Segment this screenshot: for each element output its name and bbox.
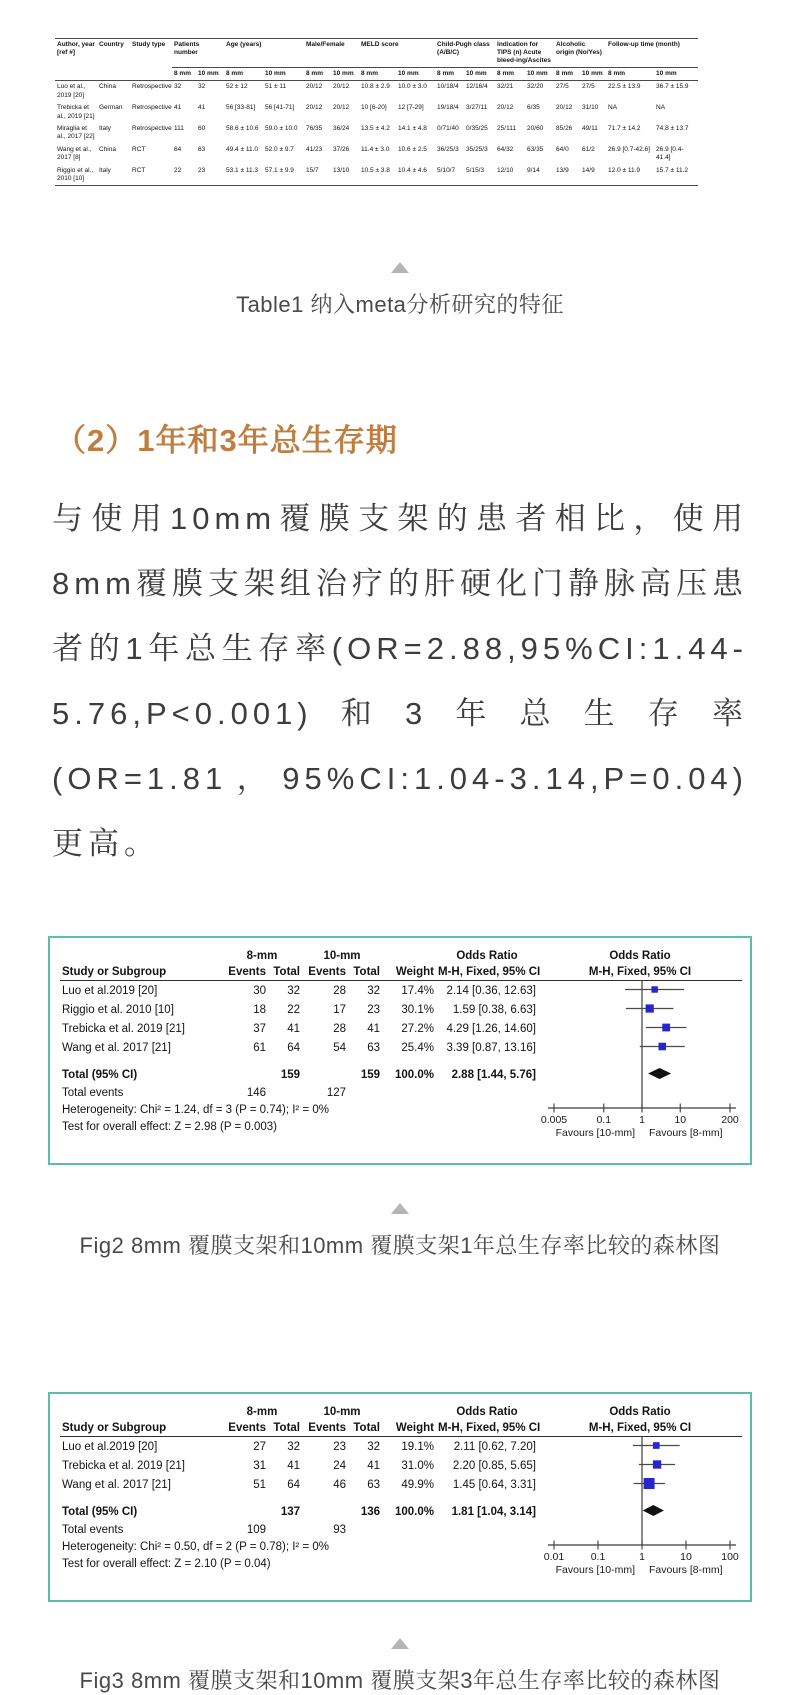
- or-ci-text: 2.20 [0.85, 5.65]: [452, 1459, 536, 1472]
- table1-cell: 19/18/4: [437, 104, 459, 112]
- table1-cell: Retrospective: [132, 125, 172, 132]
- table1-subheader: 8 mm: [304, 68, 331, 80]
- study-label: Luo et al.2019 [20]: [62, 984, 158, 997]
- table1-cell: 35/25/3: [466, 145, 488, 153]
- weight: 25.4%: [401, 1041, 434, 1054]
- table1-cell: 36.7 ± 15.9: [656, 83, 689, 91]
- table1-cell: Miraglia et al., 2017 [22]: [57, 125, 95, 141]
- forest-header-columns: [60, 963, 742, 981]
- total-events-10mm: 127: [326, 1086, 346, 1099]
- events-10mm: 46: [333, 1478, 346, 1491]
- table1-cell: 61/2: [582, 145, 595, 153]
- study-col-header: Study or Subgroup: [62, 965, 167, 978]
- total-label: Total (95% CI): [62, 1068, 138, 1081]
- events-10mm: 17: [333, 1003, 346, 1016]
- table1-cell: RCT: [132, 145, 146, 153]
- axis-label: 0.005: [540, 1114, 568, 1126]
- weight: 27.2%: [401, 1022, 434, 1035]
- table1-cell: 63: [198, 145, 206, 153]
- total-10mm: 136: [360, 1505, 380, 1518]
- forest-plot-graph: [538, 1436, 742, 1587]
- axis-label: 10: [674, 1114, 687, 1126]
- table1-cell: 71.7 ± 14.2: [608, 125, 641, 132]
- table1-cell: 10.5 ± 3.8: [361, 166, 390, 174]
- table1-cell: 20/12: [306, 83, 323, 91]
- total-8mm: 64: [287, 1478, 300, 1491]
- events-10mm: 28: [333, 1022, 346, 1035]
- table1-cell: 32: [198, 83, 206, 91]
- table1-cell: 15/7: [306, 166, 319, 174]
- table1-cell: Trebicka et al., 2019 [21]: [57, 104, 95, 120]
- fig2-caption-block: [0, 1203, 800, 1260]
- table1-cell: 57.1 ± 9.9: [265, 166, 294, 174]
- table1-cell: 64/32: [497, 145, 514, 153]
- fig2-forest-plot: [48, 936, 752, 1165]
- table1-subheader: 8 mm: [224, 68, 263, 80]
- table1-cell: 36/25/3: [437, 145, 459, 153]
- table1-cell: 64: [174, 145, 182, 153]
- body-paragraph: 与使用10mm覆膜支架的患者相比，使用8mm覆膜支架组治疗的肝硬化门静脉高压患者的1年总生存率(OR=2.88,95%CI:1.44-5.76,P<0.001)和3年总生存率(OR=1.81，95%CI:1.04-3.14,P=0.04)更高。: [52, 501, 748, 861]
- table1-col-header: Patients number: [172, 39, 224, 68]
- table1-cell: 27/5: [556, 83, 569, 91]
- study-point-estimate: [646, 1004, 654, 1012]
- total-10mm: 63: [367, 1478, 380, 1491]
- odds-ratio-plot-header: Odds Ratio: [609, 949, 671, 962]
- events-10mm: 54: [333, 1041, 346, 1054]
- table1-cell: 26.9 [0.7-42.6]: [608, 145, 650, 153]
- table1-cell: 15.7 ± 11.2: [656, 166, 689, 174]
- table1-cell: 9/14: [527, 166, 540, 174]
- total-events-label: Total events: [62, 1523, 124, 1536]
- axis-label: 0.1: [596, 1114, 612, 1126]
- axis-label: Favours [10-mm]: [555, 1564, 635, 1576]
- group-8mm-header: 8-mm: [246, 1405, 278, 1418]
- odds-ratio-plot-header: Odds Ratio: [609, 1405, 671, 1418]
- table1-cell: China: [99, 145, 116, 153]
- total-8mm: 137: [280, 1505, 300, 1518]
- total-col-header: Total: [353, 1421, 380, 1434]
- table1-col-header: Male/Female: [304, 39, 359, 68]
- events-10mm: 23: [333, 1440, 346, 1453]
- table1-cell: 31/10: [582, 104, 599, 112]
- table1-cell: 3/27/11: [466, 104, 488, 112]
- table1-cell: 63/35: [527, 145, 544, 153]
- heterogeneity-text: Heterogeneity: Chi² = 1.24, df = 3 (P = 0.74); I² = 0%: [62, 1103, 329, 1116]
- axis-label: 0.1: [590, 1551, 606, 1563]
- total-events-10mm: 93: [333, 1523, 346, 1536]
- fig3-caption: Fig3 8mm 覆膜支架和10mm 覆膜支架3年总生存率比较的森林图: [79, 1668, 721, 1693]
- weight: 17.4%: [401, 984, 434, 997]
- table1-cell: NA: [608, 104, 618, 112]
- table1-cell: 36/24: [333, 125, 350, 132]
- table1-cell: 52 ± 12: [226, 83, 248, 91]
- table1-row: [55, 102, 698, 123]
- study-label: Wang et al. 2017 [21]: [62, 1478, 171, 1491]
- total-8mm: 32: [287, 984, 300, 997]
- or-ci-text: 3.39 [0.87, 13.16]: [446, 1041, 536, 1054]
- method-plot-header: M-H, Fixed, 95% CI: [588, 965, 692, 978]
- table1-subheader: 10 mm: [654, 68, 698, 80]
- table1-cell: 41: [174, 104, 182, 112]
- study-point-estimate: [644, 1478, 655, 1489]
- table1-cell: 37/26: [333, 145, 350, 153]
- events-8mm: 61: [253, 1041, 266, 1054]
- table1-cell: Wang et al., 2017 [8]: [57, 145, 92, 162]
- table1-cell: Retrospective: [132, 104, 172, 112]
- weight: 19.1%: [401, 1440, 434, 1453]
- table1-subheader: 8 mm: [606, 68, 654, 80]
- table1-cell: 76/35: [306, 125, 323, 132]
- total-10mm: 41: [367, 1022, 380, 1035]
- method-header: M-H, Fixed, 95% CI: [438, 965, 541, 978]
- table1-cell: 64/0: [556, 145, 569, 153]
- table1-cell: Retrospective: [132, 83, 172, 91]
- total-8mm: 41: [287, 1022, 300, 1035]
- table1-col-header: Child-Pugh class (A/B/C): [435, 39, 495, 68]
- triangle-up-icon: [391, 262, 409, 273]
- table1-cell: 20/12: [306, 104, 323, 112]
- table1-cell: 13/9: [556, 166, 569, 174]
- study-point-estimate: [653, 1442, 660, 1449]
- fig3-caption-block: [0, 1638, 800, 1695]
- total-col-header: Total: [273, 1421, 300, 1434]
- total-8mm: 22: [287, 1003, 300, 1016]
- table1-subheader: 8 mm: [172, 68, 196, 80]
- table1-cell: 111: [174, 125, 184, 132]
- table1-cell: 26.9 [0.4-41.4]: [656, 145, 684, 162]
- table1-cell: 12/16/4: [466, 83, 488, 91]
- overall-effect-text: Test for overall effect: Z = 2.98 (P = 0.003): [62, 1120, 277, 1133]
- table1-cell: 14.1 ± 4.8: [398, 125, 427, 132]
- axis-label: Favours [8-mm]: [649, 1127, 723, 1139]
- table1-cell: 22.5 ± 13.9: [608, 83, 641, 91]
- table1-cell: China: [99, 83, 116, 91]
- total-10mm: 32: [367, 984, 380, 997]
- table1-cell: 56 [33-81]: [226, 104, 256, 112]
- total-col-header: Total: [273, 965, 300, 978]
- table1-col-header: Study type: [130, 39, 172, 81]
- axis-label: 100: [721, 1551, 739, 1563]
- weight: 31.0%: [401, 1459, 434, 1472]
- table1-subheader: 10 mm: [263, 68, 304, 80]
- events-col-header: Events: [308, 965, 346, 978]
- table1-cell: German: [99, 104, 123, 112]
- table1-cell: 10/18/4: [437, 83, 459, 91]
- table1-cell: 10.4 ± 4.6: [398, 166, 427, 174]
- table1-cell: Luo et al., 2019 [20]: [57, 83, 86, 99]
- table1-cell: 12.0 ± 11.9: [608, 166, 641, 174]
- total-weight: 100.0%: [394, 1068, 434, 1081]
- table1-cell: 0/35/25: [466, 125, 488, 132]
- weight-col-header: Weight: [395, 965, 434, 978]
- events-8mm: 18: [253, 1003, 266, 1016]
- or-ci-text: 2.11 [0.62, 7.20]: [453, 1440, 536, 1453]
- table1-cell: 5/15/3: [466, 166, 485, 174]
- events-col-header: Events: [228, 965, 266, 978]
- table1-cell: 85/26: [556, 125, 573, 132]
- table1-subheader: 10 mm: [396, 68, 435, 80]
- study-label: Riggio et al. 2010 [10]: [62, 1003, 174, 1016]
- odds-ratio-header: Odds Ratio: [456, 1405, 518, 1418]
- table1-col-header: Alcoholic origin (No/Yes): [554, 39, 606, 68]
- table1-subheader: 10 mm: [331, 68, 359, 80]
- forest-header-groups: [60, 1404, 742, 1419]
- total-label: Total (95% CI): [62, 1505, 138, 1518]
- study-point-estimate: [662, 1024, 670, 1032]
- total-weight: 100.0%: [394, 1505, 434, 1518]
- table1-cell: 10.6 ± 2.5: [398, 145, 427, 153]
- table1-cell: 0/71/40: [437, 125, 459, 132]
- forest-header-groups: [60, 948, 742, 963]
- method-header: M-H, Fixed, 95% CI: [438, 1421, 541, 1434]
- table1-cell: 10 [6-20]: [361, 104, 387, 112]
- table1-cell: 32: [174, 83, 182, 91]
- table1-subheader: 10 mm: [464, 68, 495, 80]
- table1-cell: 12 [7-29]: [398, 104, 424, 112]
- study-label: Trebicka et al. 2019 [21]: [62, 1022, 185, 1035]
- events-8mm: 27: [253, 1440, 266, 1453]
- total-10mm: 32: [367, 1440, 380, 1453]
- table1-cell: 20/12: [556, 104, 573, 112]
- study-label: Luo et al.2019 [20]: [62, 1440, 158, 1453]
- table1-cell: 5/10/7: [437, 166, 456, 174]
- table1-cell: 52.0 ± 9.7: [265, 145, 294, 153]
- total-diamond: [648, 1068, 671, 1079]
- table1-cell: 12/10: [497, 166, 514, 174]
- table1-cell: 53.1 ± 11.3: [226, 166, 258, 174]
- table1-cell: 25/111: [497, 125, 516, 132]
- total-events-label: Total events: [62, 1086, 124, 1099]
- fig2-caption: Fig2 8mm 覆膜支架和10mm 覆膜支架1年总生存率比较的森林图: [79, 1233, 721, 1258]
- total-events-8mm: 109: [246, 1523, 266, 1536]
- weight: 49.9%: [401, 1478, 434, 1491]
- table1-subheader: 8 mm: [359, 68, 396, 80]
- total-col-header: Total: [353, 965, 380, 978]
- events-col-header: Events: [308, 1421, 346, 1434]
- weight: 30.1%: [401, 1003, 434, 1016]
- table1-caption-block: [0, 262, 800, 319]
- table1-cell: 49/11: [582, 125, 598, 132]
- table1-row: [55, 123, 698, 144]
- group-10mm-header: 10-mm: [323, 949, 361, 962]
- study-point-estimate: [653, 1460, 661, 1468]
- weight-col-header: Weight: [395, 1421, 434, 1434]
- table1-cell: 20/12: [333, 104, 350, 112]
- table1-cell: Riggio et al., 2010 [10]: [57, 166, 94, 183]
- events-8mm: 31: [253, 1459, 266, 1472]
- study-point-estimate: [651, 986, 657, 992]
- total-8mm: 64: [287, 1041, 300, 1054]
- table1-cell: 14/9: [582, 166, 595, 174]
- events-10mm: 28: [333, 984, 346, 997]
- forest-plot-graph: [538, 980, 742, 1150]
- table1-subheader: 8 mm: [554, 68, 580, 80]
- study-label: Wang et al. 2017 [21]: [62, 1041, 171, 1054]
- triangle-up-icon: [391, 1203, 409, 1214]
- heterogeneity-text: Heterogeneity: Chi² = 0.50, df = 2 (P = 0.78); I² = 0%: [62, 1540, 329, 1553]
- axis-label: Favours [10-mm]: [555, 1127, 635, 1139]
- axis-label: 0.01: [543, 1551, 565, 1563]
- table1-cell: 10.8 ± 2.9: [361, 83, 390, 91]
- triangle-up-icon: [391, 1638, 409, 1649]
- total-or-ci-text: 1.81 [1.04, 3.14]: [451, 1505, 536, 1518]
- total-8mm: 32: [287, 1440, 300, 1453]
- total-8mm: 41: [287, 1459, 300, 1472]
- total-or-ci-text: 2.88 [1.44, 5.76]: [451, 1068, 536, 1081]
- study-characteristics-table: [55, 38, 698, 186]
- total-10mm: 159: [360, 1068, 380, 1081]
- total-10mm: 23: [367, 1003, 380, 1016]
- table1-cell: 20/12: [333, 83, 350, 91]
- axis-label: Favours [8-mm]: [649, 1564, 723, 1576]
- total-10mm: 63: [367, 1041, 380, 1054]
- table1-col-header: MELD score: [359, 39, 435, 68]
- group-8mm-header: 8-mm: [246, 949, 278, 962]
- table1-cell: 56 [41-71]: [265, 104, 295, 112]
- study-label: Trebicka et al. 2019 [21]: [62, 1459, 185, 1472]
- axis-label: 1: [639, 1114, 645, 1126]
- table1-col-header: Indication for TIPS (n) Acute bleed-ing/Ascites: [495, 39, 554, 68]
- table1-cell: 13.5 ± 4.2: [361, 125, 390, 132]
- study-point-estimate: [658, 1043, 666, 1051]
- table1-cell: Italy: [99, 125, 111, 132]
- table1-cell: 23: [198, 166, 206, 174]
- events-10mm: 24: [333, 1459, 346, 1472]
- total-10mm: 41: [367, 1459, 380, 1472]
- table1-subheader: 10 mm: [525, 68, 554, 80]
- table1-subheader: 8 mm: [495, 68, 525, 80]
- table1-cell: 60: [198, 125, 206, 132]
- table1-col-header: Country: [97, 39, 130, 81]
- table1-cell: 11.4 ± 3.0: [361, 145, 390, 153]
- table1-subheader: 10 mm: [196, 68, 224, 80]
- table1-cell: 49.4 ± 11.0: [226, 145, 258, 153]
- table1-cell: 6/35: [527, 104, 540, 112]
- section-heading: （2）1年和3年总生存期: [55, 423, 398, 458]
- table1-cell: 27/5: [582, 83, 595, 91]
- events-8mm: 30: [253, 984, 266, 997]
- study-col-header: Study or Subgroup: [62, 1421, 167, 1434]
- table1-cell: 41: [198, 104, 206, 112]
- table1-cell: 10.0 ± 3.0: [398, 83, 427, 91]
- table1-subheader: 8 mm: [435, 68, 464, 80]
- overall-effect-text: Test for overall effect: Z = 2.10 (P = 0.04): [62, 1557, 271, 1570]
- table1-cell: 32/21: [497, 83, 514, 91]
- table1-cell: RCT: [132, 166, 146, 174]
- table1-row: [55, 164, 698, 185]
- table1-col-header: Age (years): [224, 39, 304, 68]
- table1-cell: 20/60: [527, 125, 544, 132]
- fig3-forest-plot: [48, 1392, 752, 1602]
- table1-row: [55, 143, 698, 164]
- axis-label: 10: [680, 1551, 692, 1563]
- table1-cell: 20/12: [497, 104, 514, 112]
- table1-subheader: 10 mm: [580, 68, 606, 80]
- or-ci-text: 2.14 [0.36, 12.63]: [446, 984, 536, 997]
- table1-cell: 41/23: [306, 145, 323, 153]
- events-8mm: 51: [253, 1478, 266, 1491]
- table1-cell: 59.0 ± 10.0: [265, 125, 298, 132]
- events-8mm: 37: [253, 1022, 266, 1035]
- table1-cell: 74.8 ± 13.7: [656, 125, 689, 132]
- axis-label: 200: [721, 1114, 739, 1126]
- table1-cell: 32/20: [527, 83, 544, 91]
- method-plot-header: M-H, Fixed, 95% CI: [588, 1421, 692, 1434]
- forest-header-columns: [60, 1419, 742, 1437]
- table1-caption: Table1 纳入meta分析研究的特征: [236, 292, 564, 317]
- or-ci-text: 1.59 [0.38, 6.63]: [452, 1003, 536, 1016]
- odds-ratio-header: Odds Ratio: [456, 949, 518, 962]
- table1-cell: NA: [656, 104, 666, 112]
- total-events-8mm: 146: [246, 1086, 266, 1099]
- total-diamond: [643, 1505, 664, 1516]
- or-ci-text: 4.29 [1.26, 14.60]: [446, 1022, 536, 1035]
- table1-col-header: Follow-up time (month): [606, 39, 698, 68]
- table1-cell: 22: [174, 166, 182, 174]
- table1-col-header: Author, year [ref #]: [55, 39, 97, 81]
- table1-cell: Italy: [99, 166, 111, 174]
- or-ci-text: 1.45 [0.64, 3.31]: [452, 1478, 536, 1491]
- table1-figure: [0, 0, 800, 216]
- axis-label: 1: [639, 1551, 645, 1563]
- events-col-header: Events: [228, 1421, 266, 1434]
- table1-cell: 51 ± 11: [265, 83, 287, 91]
- table1-cell: 13/10: [333, 166, 350, 174]
- total-8mm: 159: [280, 1068, 300, 1081]
- group-10mm-header: 10-mm: [323, 1405, 361, 1418]
- table1-row: [55, 80, 698, 101]
- table1-cell: 58.6 ± 10.6: [226, 125, 259, 132]
